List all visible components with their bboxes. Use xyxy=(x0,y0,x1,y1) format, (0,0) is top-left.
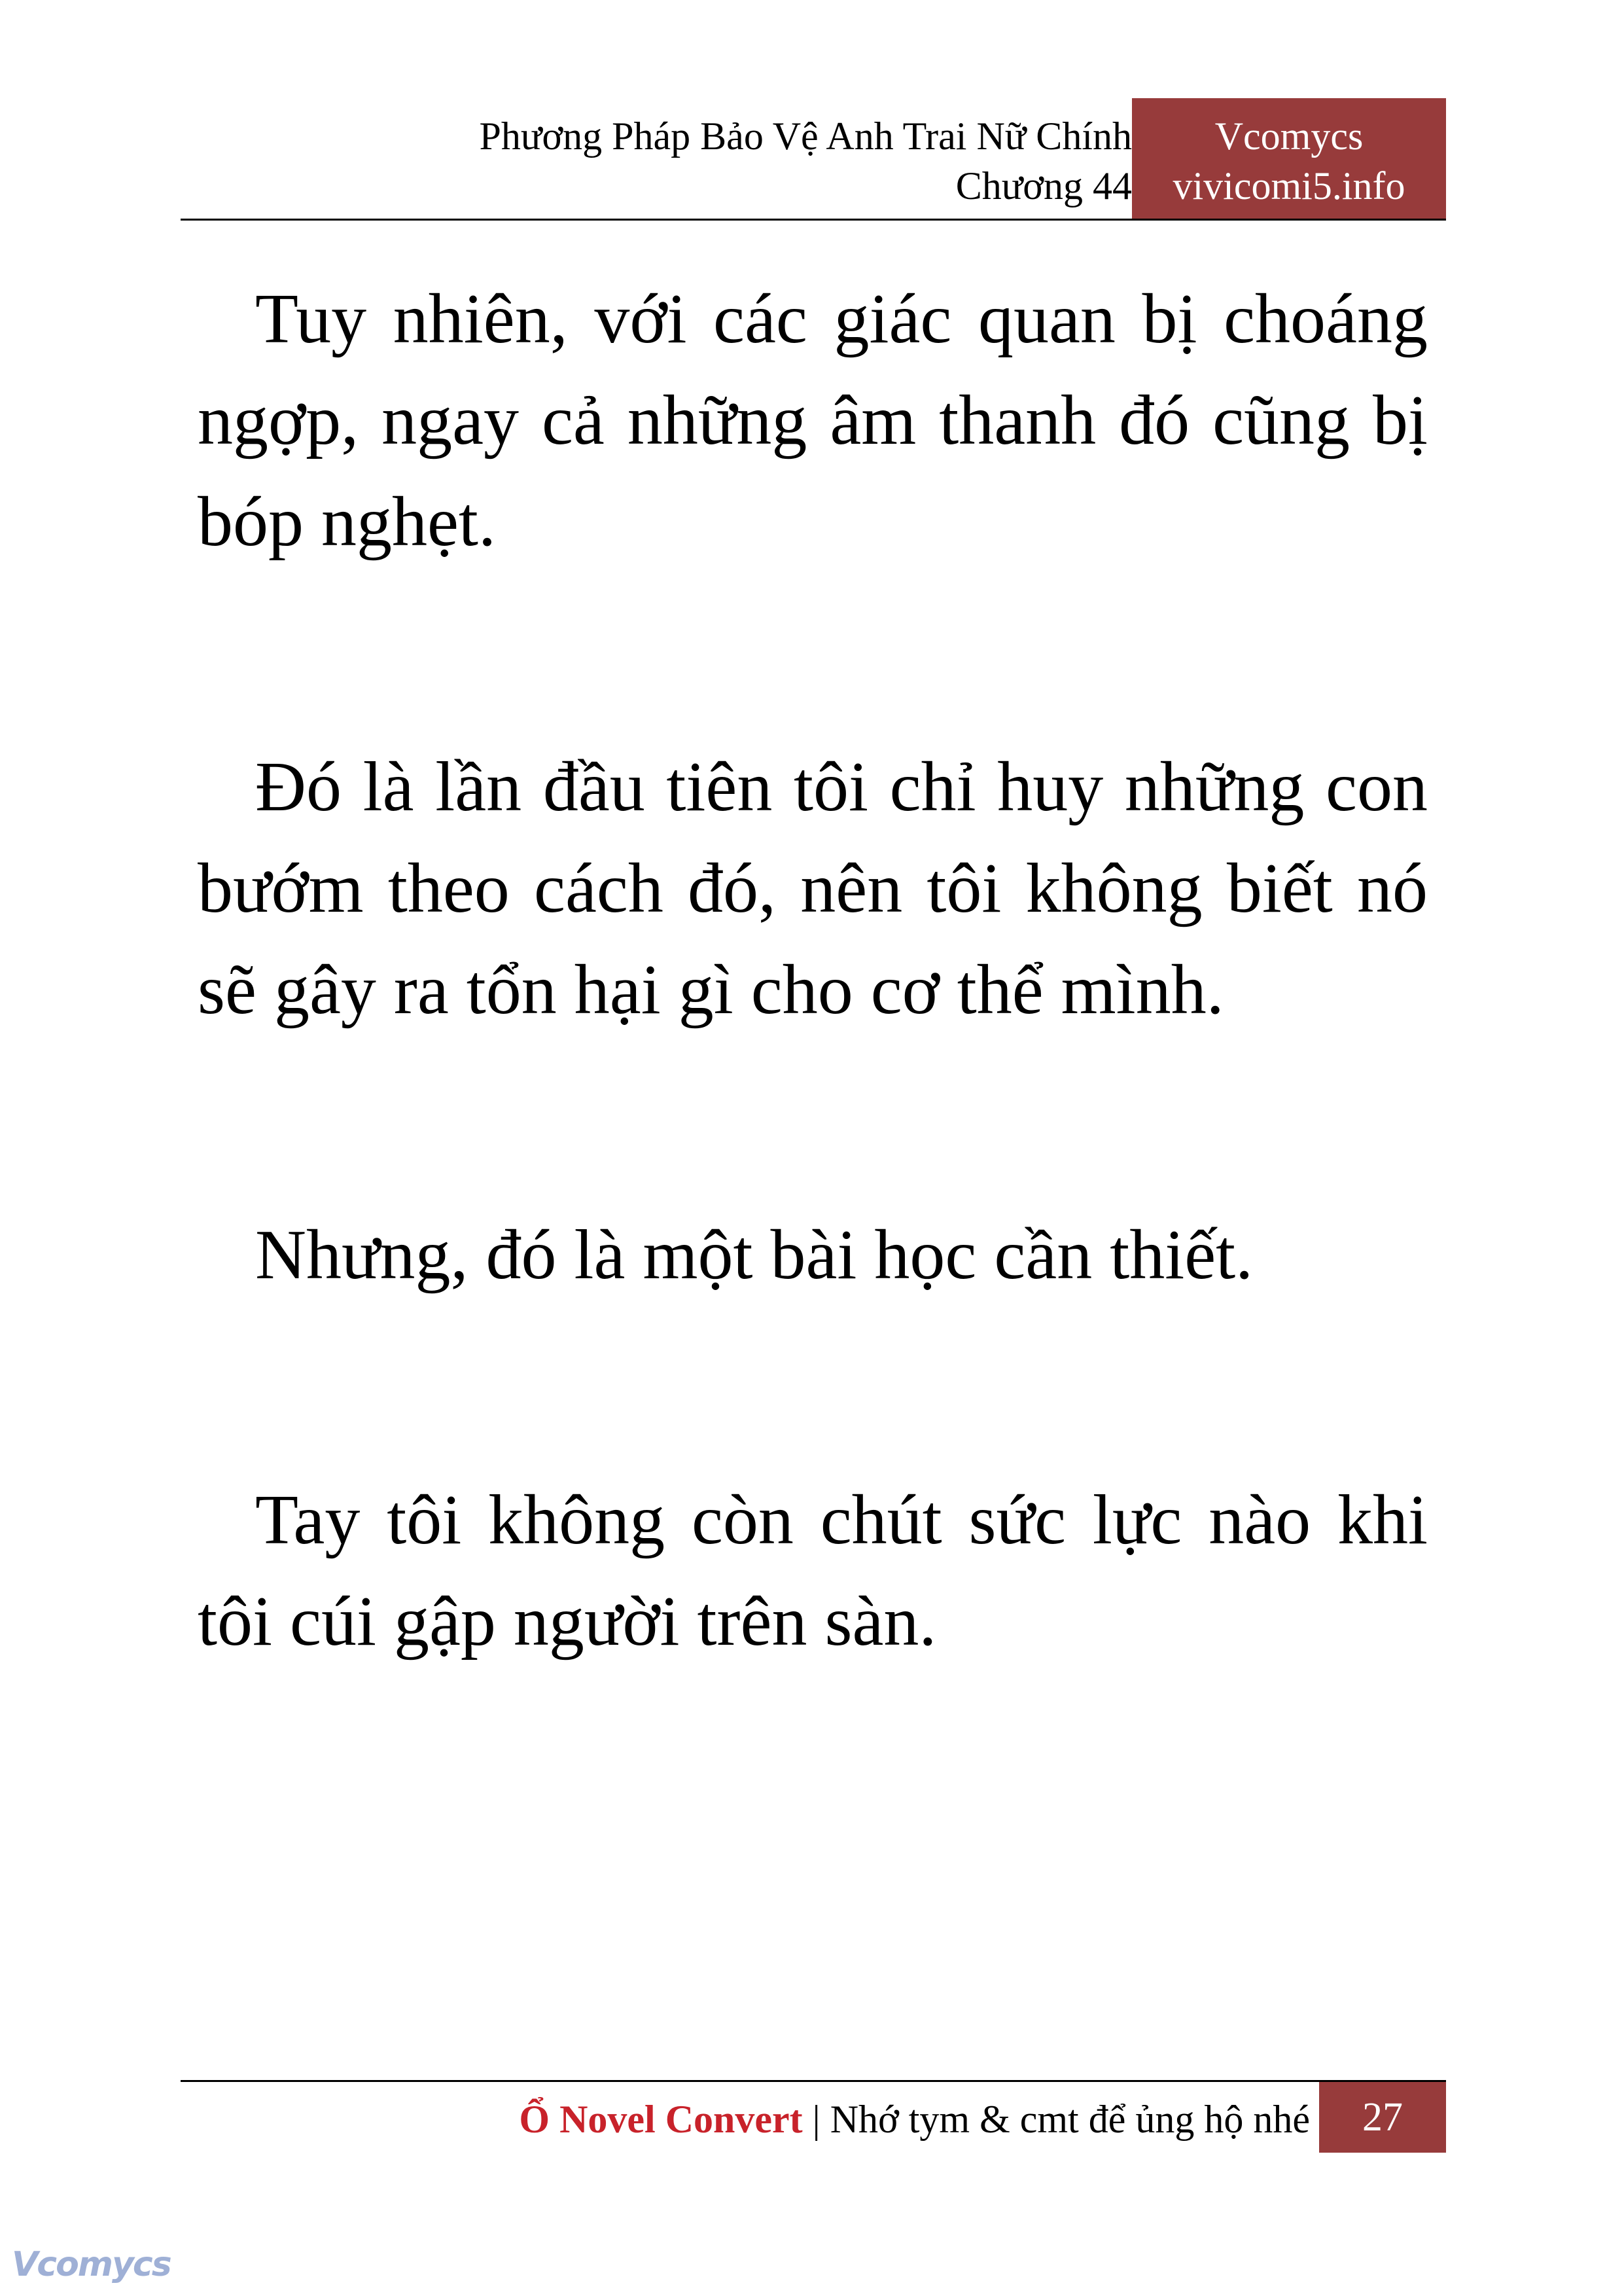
footer-brand: Ổ Novel Convert xyxy=(519,2098,803,2141)
page-footer xyxy=(181,2082,1446,2153)
chapter-label: Chương 44 xyxy=(955,164,1132,207)
paragraph: Tuy nhiên, với các giác quan bị choáng ngợp, ngay cả những âm thanh đó cũng bị bóp nghẹt. xyxy=(198,280,1428,561)
brand-site: vivicomi5.info xyxy=(1173,164,1405,207)
footer-text xyxy=(519,2096,1310,2142)
paragraph: Đó là lần đầu tiên tôi chỉ huy những con bướm theo cách đó, nên tôi không biết nó sẽ gây ra tổn hại gì cho cơ thể mình. xyxy=(198,748,1428,1029)
page-number: 27 xyxy=(1319,2082,1446,2153)
footer-message: Nhớ tym & cmt để ủng hộ nhé xyxy=(830,2098,1310,2141)
header-title-block xyxy=(480,111,1132,211)
header-divider xyxy=(181,219,1446,221)
footer-separator: | xyxy=(802,2098,830,2141)
header-brand-box xyxy=(1132,98,1446,220)
watermark-logo: Vcomycs xyxy=(12,2245,171,2284)
paragraph: Nhưng, đó là một bài học cần thiết. xyxy=(255,1216,1254,1294)
book-title: Phương Pháp Bảo Vệ Anh Trai Nữ Chính xyxy=(479,115,1132,158)
paragraph: Tay tôi không còn chút sức lực nào khi tôi cúi gập người trên sàn. xyxy=(198,1481,1428,1660)
page-header xyxy=(181,98,1446,220)
brand-name: Vcomycs xyxy=(1214,115,1364,158)
chapter-body xyxy=(198,268,1428,1836)
